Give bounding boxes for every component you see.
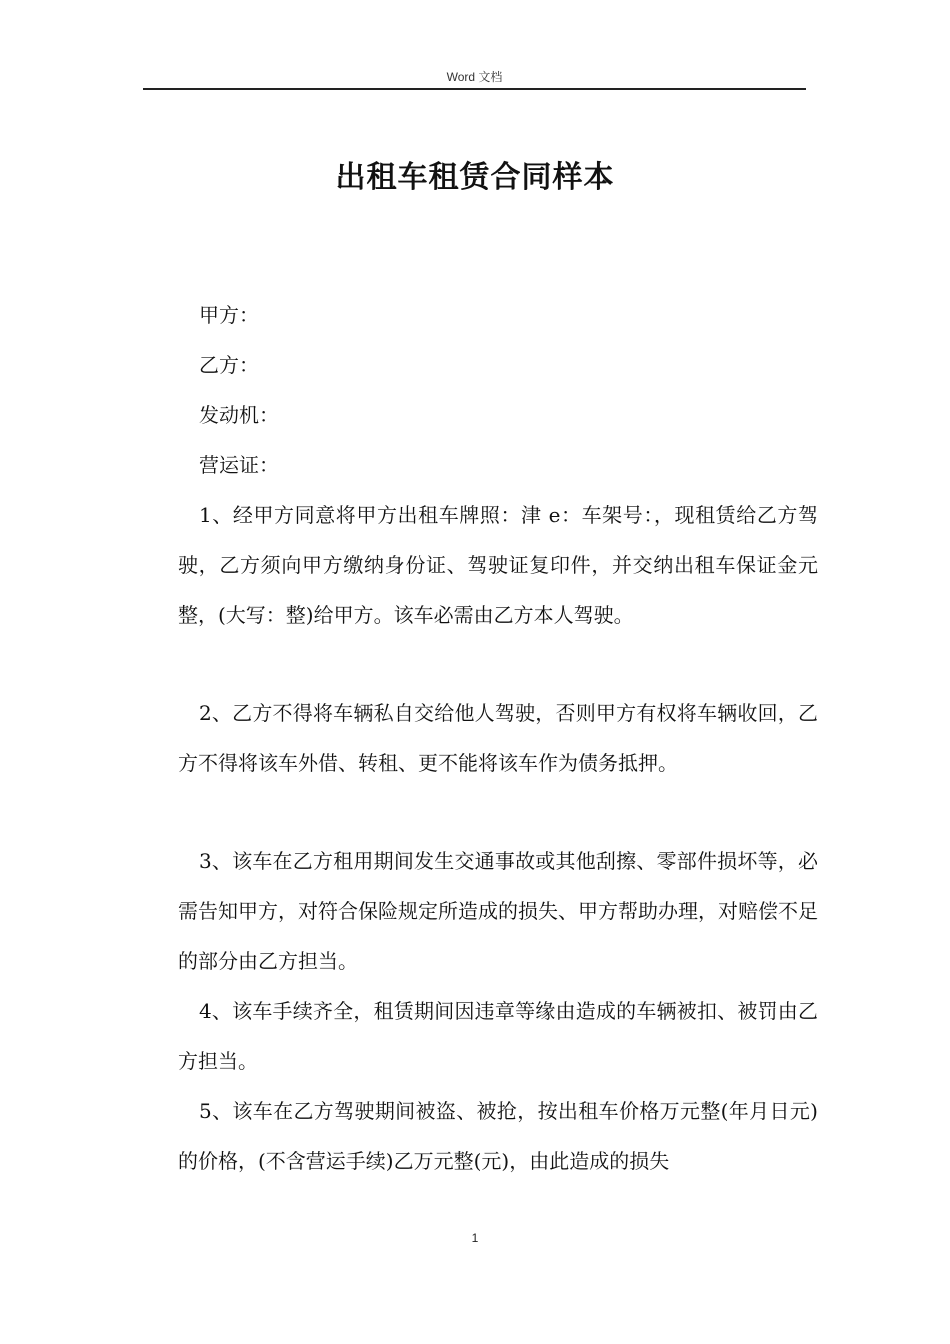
header-label: Word 文档 (446, 70, 503, 84)
document-title: 出租车租赁合同样本 (335, 160, 615, 195)
clause-4: 4、该车手续齐全，租赁期间因违章等缘由造成的车辆被扣、被罚由乙方担当。 (178, 999, 818, 1073)
engine-field: 发动机： (199, 403, 279, 427)
clause-3: 3、该车在乙方租用期间发生交通事故或其他刮擦、零部件损坏等，必需告知甲方，对符合保险规定所造成的损失、甲方帮助办理，对赔偿不足的部分由乙方担当。 (178, 849, 818, 973)
clause-2: 2、乙方不得将车辆私自交给他人驾驶，否则甲方有权将车辆收回，乙方不得将该车外借、转租、更不能将该车作为债务抵押。 (178, 701, 818, 775)
clause-1: 1、经甲方同意将甲方出租车牌照：津 e：车架号：，现租赁给乙方驾驶，乙方须向甲方缴纳身份证、驾驶证复印件，并交纳出租车保证金元整，(大写：整)给甲方。该车必需由乙方本人驾驶。 (178, 503, 818, 627)
document-body (178, 290, 818, 1186)
page-number: 1 (471, 1231, 479, 1245)
paragraph-spacer (178, 788, 818, 836)
party-b-field: 乙方： (199, 353, 259, 377)
clause-5: 5、该车在乙方驾驶期间被盗、被抢，按出租车价格万元整(年月日元)的价格，(不含营运手续)乙万元整(元)，由此造成的损失 (178, 1099, 818, 1173)
page-header (143, 66, 806, 90)
operating-license-field: 营运证： (199, 453, 279, 477)
paragraph-spacer (178, 640, 818, 688)
party-a-field: 甲方： (199, 303, 259, 327)
